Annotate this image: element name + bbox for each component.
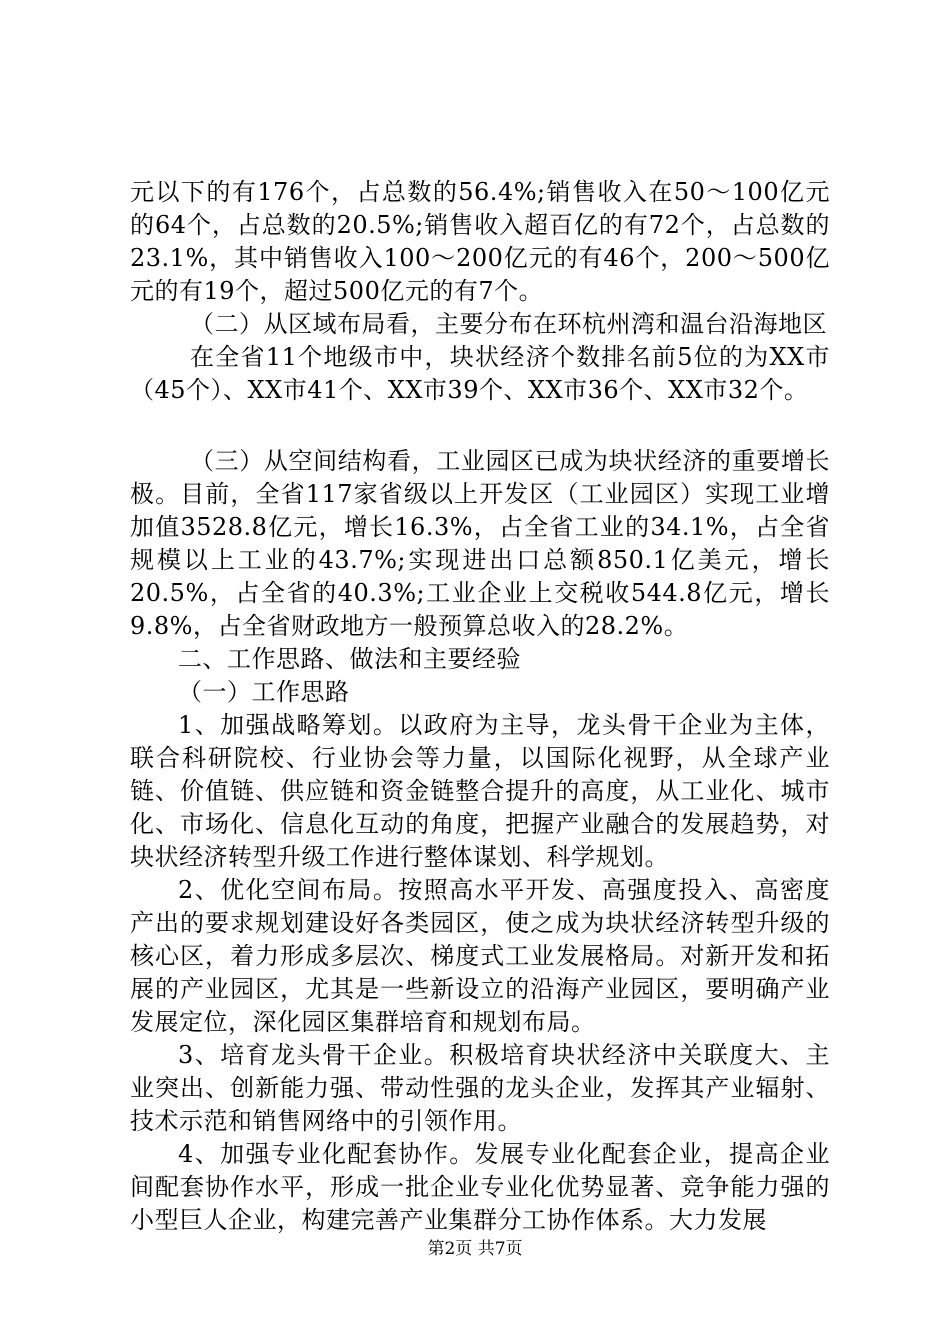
- paragraph-leading-enterprises: 3、培育龙头骨干企业。积极培育块状经济中关联度大、主业突出、创新能力强、带动性强的龙头企业，发挥其产业辐射、技术示范和销售网络中的引领作用。: [130, 1041, 830, 1135]
- paragraph-sales-distribution: 元以下的有176个，占总数的56.4%;销售收入在50～100亿元的64个，占总数的20.5%;销售收入超百亿的有72个，占总数的23.1%，其中销售收入100～200亿元的有46个，200～500亿元的有19个，超过500亿元的有7个。: [130, 178, 830, 305]
- heading-work-ideas: （一）工作思路: [178, 678, 350, 706]
- heading-section-two: 二、工作思路、做法和主要经验: [178, 645, 521, 673]
- heading-regional-layout: （二）从区域布局看，主要分布在环杭州湾和温台沿海地区: [190, 310, 827, 338]
- document-body: [130, 176, 830, 1237]
- paragraph-strategic-planning: 1、加强战略筹划。以政府为主导，龙头骨干企业为主体，联合科研院校、行业协会等力量，以国际化视野，从全球产业链、价值链、供应链和资金链整合提升的高度，从工业化、城市化、市场化、信息化互动的角度，把握产业融合的发展趋势，对块状经济转型升级工作进行整体谋划、科学规划。: [130, 711, 830, 871]
- page-number-footer: 第2页 共7页: [427, 1239, 523, 1259]
- paragraph-industrial-parks: （三）从空间结构看，工业园区已成为块状经济的重要增长极。目前，全省117家省级以上开发区（工业园区）实现工业增加值3528.8亿元，增长16.3%，占全省工业的34.1%，占全省规模以上工业的43.7%;实现进出口总额850.1亿美元，增长20.5%，占全省的40.3%;工业企业上交税收544.8亿元，增长9.8%，占全省财政地方一般预算总收入的28.2%。: [130, 447, 830, 640]
- paragraph-city-ranking: 在全省11个地级市中，块状经济个数排名前5位的为XX市（45个）、XX市41个、XX市39个、XX市36个、XX市32个。: [130, 343, 830, 404]
- paragraph-specialized-cooperation: 4、加强专业化配套协作。发展专业化配套企业，提高企业间配套协作水平，形成一批企业专业化优势显著、竞争能力强的小型巨人企业，构建完善产业集群分工协作体系。大力发展: [130, 1140, 830, 1234]
- paragraph-spatial-layout: 2、优化空间布局。按照高水平开发、高强度投入、高密度产出的要求规划建设好各类园区，使之成为块状经济转型升级的核心区，着力形成多层次、梯度式工业发展格局。对新开发和拓展的产业园区，尤其是一些新设立的沿海产业园区，要明确产业发展定位，深化园区集群培育和规划布局。: [130, 876, 830, 1036]
